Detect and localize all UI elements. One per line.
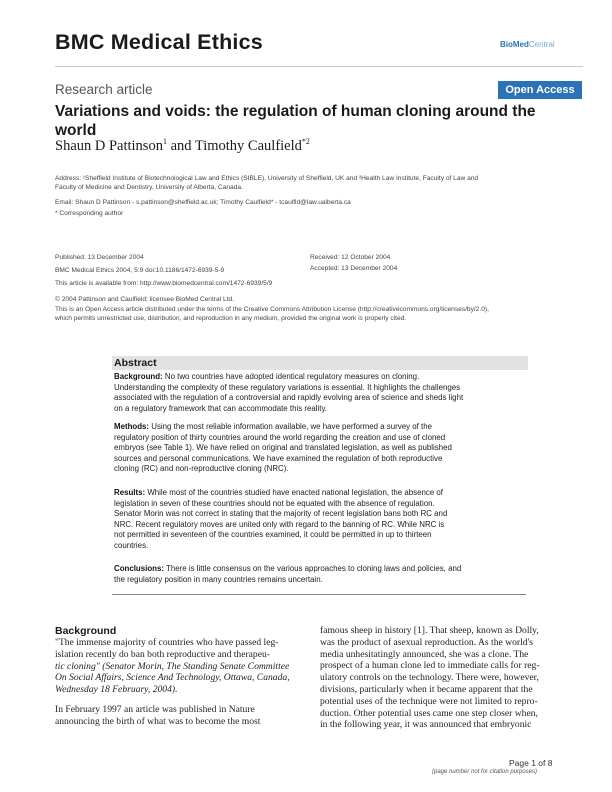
open-access-badge: Open Access [498, 81, 582, 99]
abstract-conclusions: Conclusions: There is little consensus on the various approaches to cloning laws and policies, and the regulatory position in many countries remains uncertain. [114, 564, 462, 584]
copyright-line: © 2004 Pattinson and Caulfield; licensee BioMed Central Ltd. [55, 296, 234, 303]
section-heading-background: Background [55, 625, 117, 637]
article-url-line[interactable]: This article is available from: http://www.biomedcentral.com/1472-6939/5/9 [55, 280, 273, 287]
received-date: Received: 12 October 2004 [310, 254, 391, 261]
corresponding-author-note: * Corresponding author [55, 210, 124, 217]
published-date: Published: 13 December 2004 [55, 254, 144, 261]
article-title: Variations and voids: the regulation of human cloning around the world [55, 103, 536, 139]
affiliation-line: Faculty of Medicine and Dentistry, University of Alberta, Canada. [55, 184, 243, 191]
body-column-left: "The immense majority of countries who have passed leg- islation recently do ban both reproductive and therapeu- tic cloning" (Senator Morin, The Standing Senate Committee On Social Affairs, Science And Technology, Ottawa, Canada, Wednesday 18 February, 2004). In February 1997 an article was published in Nature announcing the birth of what was to become the most [55, 637, 290, 727]
abstract-background: Background: No two countries have adopted identical regulatory measures on cloning. Understanding the complexity of these regulatory variations is essential. It highlights the challenges associated with the regulation of a controversial and rapidly evolving area of science and sheds light on a regulatory framework that can accommodate this reality. [114, 372, 464, 413]
accepted-date: Accepted: 13 December 2004 [310, 265, 398, 272]
citation-line: BMC Medical Ethics 2004, 5:9 doi:10.1186/1472-6939-5-9 [55, 267, 225, 274]
page-number: Page 1 of 8 [509, 758, 553, 768]
header-divider [55, 66, 583, 67]
biomed-central-logo: BioMedCentral [500, 40, 555, 49]
abstract-methods: Methods: Using the most reliable information available, we have performed a survey of the regulatory position of thirty countries around the world regarding the creation and use of cloned embryos (see Table 1). We have relied on original and translated legislation, as well as published sources and personal communications. We have examined the regulation of both reproductive cloning (RC) and non-reproductive cloning (NRC). [114, 422, 452, 474]
body-column-right: famous sheep in history [1]. That sheep, known as Dolly, was the product of asexual reproduction. As the world's media unhesitatingly announced, she was a clone. The prospect of a human clone led to immediate calls for reg- ulatory controls on the technology. There were, however, divisions, particularly when it became apparent that the potential uses of the technique were not limited to repro- duction. Other potential uses came one step closer when, in the following year, it was announced that embryonic [320, 625, 540, 731]
page-number-note: (page number not for citation purposes) [432, 769, 538, 775]
abstract-heading: Abstract [112, 356, 528, 370]
license-line[interactable]: This is an Open Access article distributed under the terms of the Creative Commons Attribution License (http://creativecommons.org/licenses/by/2.0), [55, 306, 489, 313]
author-list: Shaun D Pattinson$^1$ and Timothy Caulfield$^{*2}$ [55, 137, 310, 154]
journal-title: BMC Medical Ethics [55, 30, 263, 54]
license-line: which permits unrestricted use, distribution, and reproduction in any medium, provided the original work is properly cited. [55, 315, 407, 322]
article-type: Research article [55, 82, 153, 97]
affiliation-line: Address: ¹Sheffield Institute of Biotechnological Law and Ethics (SIBLE), University of Sheffield, UK and ²Health Law Institute, Faculty of Law and [55, 175, 479, 182]
email-line: Email: Shaun D Pattinson - s.pattinson@sheffield.ac.uk; Timothy Caulfield* - tcaulfld@law.ualberta.ca [55, 199, 351, 206]
abstract-results: Results: While most of the countries studied have enacted national legislation, the absence of legislation in seven of these countries should not be equated with the absence of regulation. Senator Morin was not correct in stating that the majority of recent legislation bans both RC and NRC. Recent regulatory moves are united only with regard to the banning of RC. While NRC is not permitted in seventeen of the countries examined, it could be permitted in up to thirteen countries. [114, 488, 448, 550]
